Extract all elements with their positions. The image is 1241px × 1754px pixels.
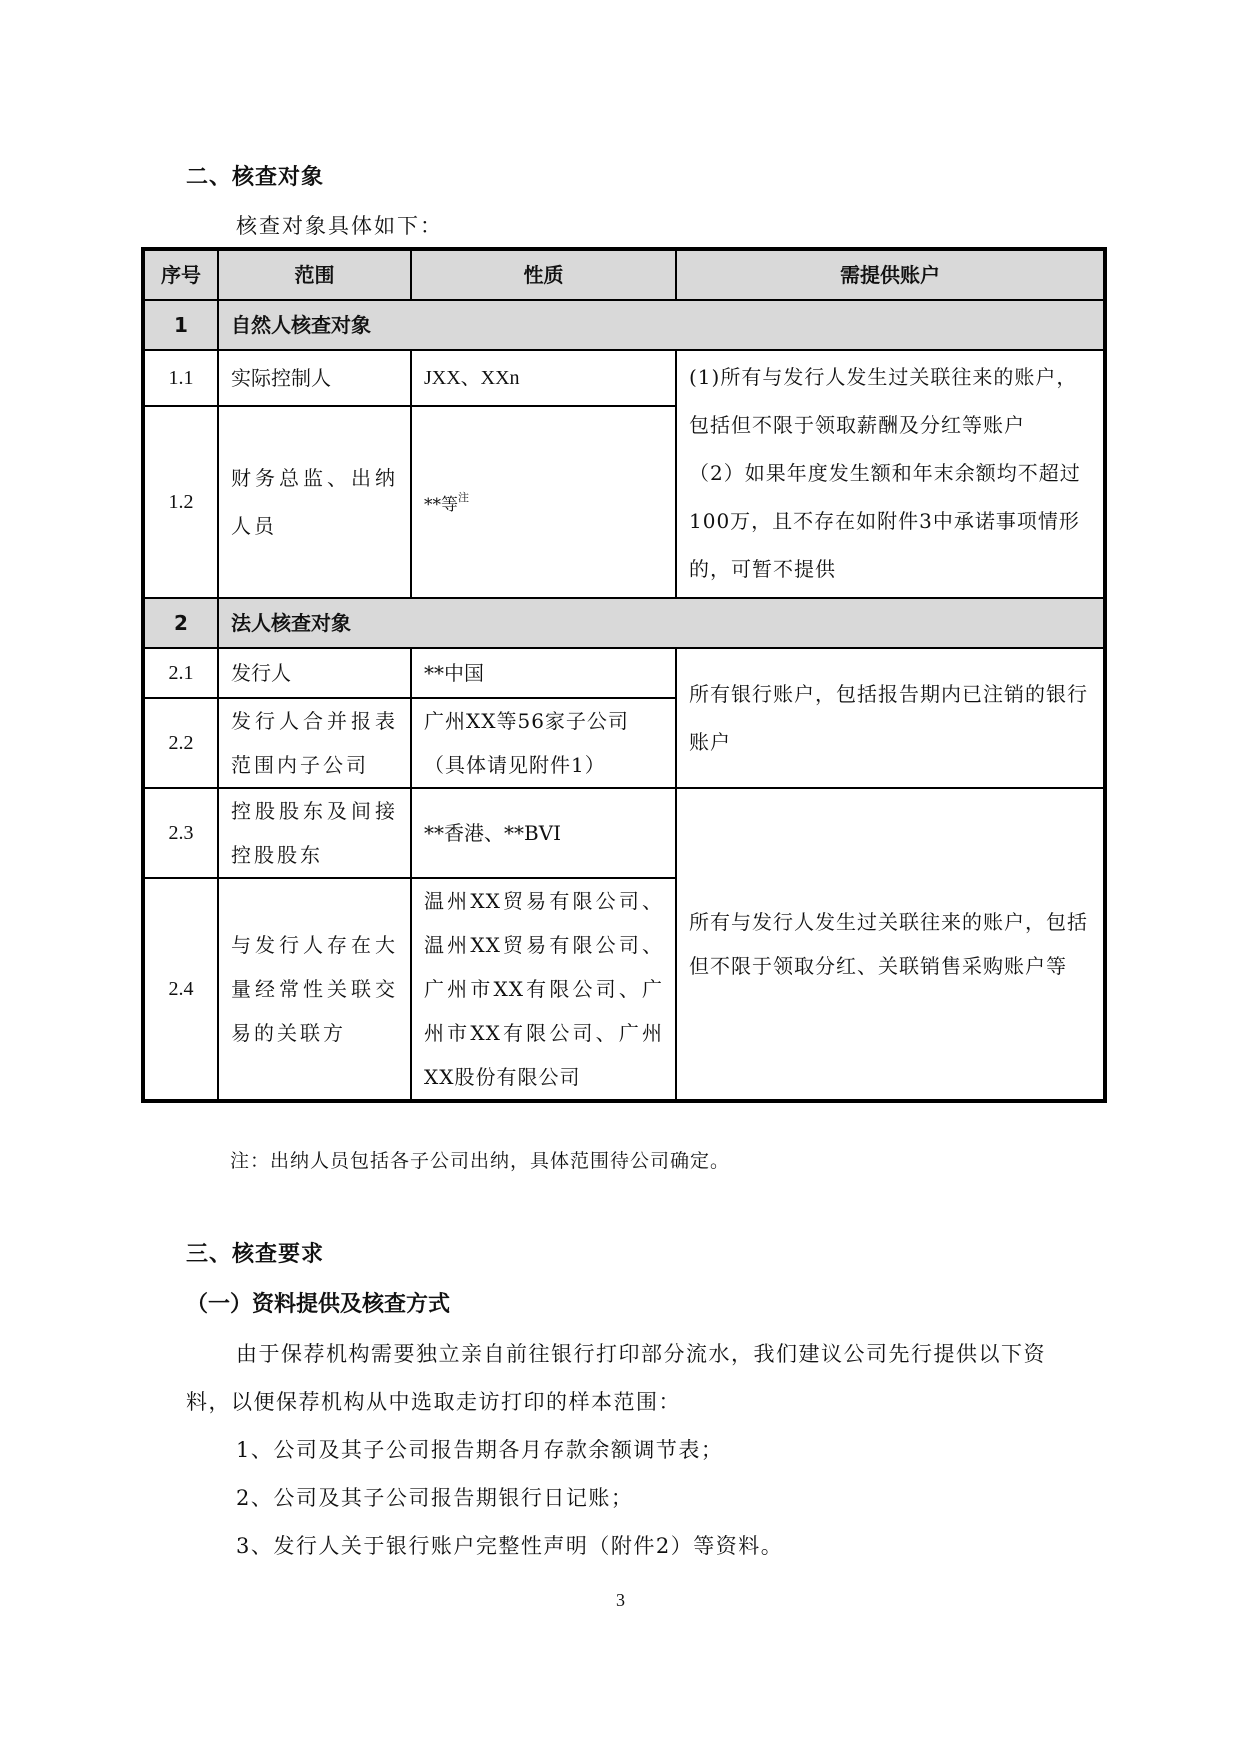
section-intro: 核查对象具体如下： <box>236 214 443 238</box>
list-item: 3、发行人关于银行账户完整性声明（附件2）等资料。 <box>236 1534 784 1558</box>
verification-targets-table <box>141 247 1107 1103</box>
row-scope: 控股股东及间接控股股东 <box>218 788 411 878</box>
row-nature: **香港、**BVI <box>411 788 676 878</box>
account-requirement-line: (1)所有与发行人发生过关联往来的账户，包括但不限于领取薪酬及分红等账户 <box>689 365 1078 437</box>
table-header-row <box>143 249 1105 300</box>
section-title: 自然人核查对象 <box>218 300 1105 350</box>
account-requirement-line: （2）如果年度发生额和年末余额均不超过100万，且不存在如附件3中承诺事项情形的，可暂不提供 <box>689 461 1081 581</box>
table-section-row <box>143 300 1105 350</box>
table-footnote: 注：出纳人员包括各子公司出纳，具体范围待公司确定。 <box>230 1150 731 1172</box>
materials-list <box>236 1426 783 1570</box>
account-requirement-line: 所有银行账户，包括报告期内已注销的银行账户 <box>689 682 1088 754</box>
nature-text: **等 <box>424 495 458 516</box>
row-scope: 与发行人存在大量经常性关联交易的关联方 <box>218 878 411 1101</box>
table-row <box>143 648 1105 698</box>
header-scope: 范围 <box>218 249 411 300</box>
row-scope: 发行人 <box>218 648 411 698</box>
account-requirement-line: 所有与发行人发生过关联往来的账户，包括但不限于领取分红、关联销售采购账户等 <box>689 910 1088 978</box>
row-scope: 财务总监、出纳人员 <box>218 406 411 598</box>
row-accounts <box>676 648 1105 788</box>
row-no: 2.2 <box>143 698 218 788</box>
row-accounts <box>676 788 1105 1101</box>
note-marker: 注 <box>458 491 469 505</box>
section-heading-verification-targets: 二、核查对象 <box>186 165 325 190</box>
section-heading-requirements: 三、核查要求 <box>186 1242 325 1267</box>
row-no: 2.1 <box>143 648 218 698</box>
row-nature <box>411 406 676 598</box>
subsection-heading-materials: （一）资料提供及核查方式 <box>186 1292 451 1317</box>
row-nature: JXX、XXn <box>411 350 676 406</box>
table-section-row <box>143 598 1105 648</box>
row-nature: **中国 <box>411 648 676 698</box>
table-row <box>143 350 1105 406</box>
section-title: 法人核查对象 <box>218 598 1105 648</box>
row-nature: 温州XX贸易有限公司、温州XX贸易有限公司、广州市XX有限公司、广州市XX有限公司、广州XX股份有限公司 <box>411 878 676 1101</box>
row-nature: 广州XX等56家子公司（具体请见附件1） <box>411 698 676 788</box>
row-no: 2.3 <box>143 788 218 878</box>
body-paragraph: 由于保荐机构需要独立亲自前往银行打印部分流水，我们建议公司先行提供以下资料，以便保荐机构从中选取走访打印的样本范围： <box>186 1342 1046 1414</box>
row-no: 1.2 <box>143 406 218 598</box>
page-number: 3 <box>616 1590 625 1610</box>
section-no: 2 <box>143 598 218 648</box>
section-no: 1 <box>143 300 218 350</box>
row-scope: 发行人合并报表范围内子公司 <box>218 698 411 788</box>
row-scope: 实际控制人 <box>218 350 411 406</box>
row-no: 1.1 <box>143 350 218 406</box>
row-accounts <box>676 350 1105 598</box>
row-no: 2.4 <box>143 878 218 1101</box>
header-no: 序号 <box>143 249 218 300</box>
list-item: 2、公司及其子公司报告期银行日记账； <box>236 1486 634 1510</box>
header-nature: 性质 <box>411 249 676 300</box>
list-item: 1、公司及其子公司报告期各月存款余额调节表； <box>236 1438 724 1462</box>
header-accounts: 需提供账户 <box>676 249 1105 300</box>
table-row <box>143 788 1105 878</box>
